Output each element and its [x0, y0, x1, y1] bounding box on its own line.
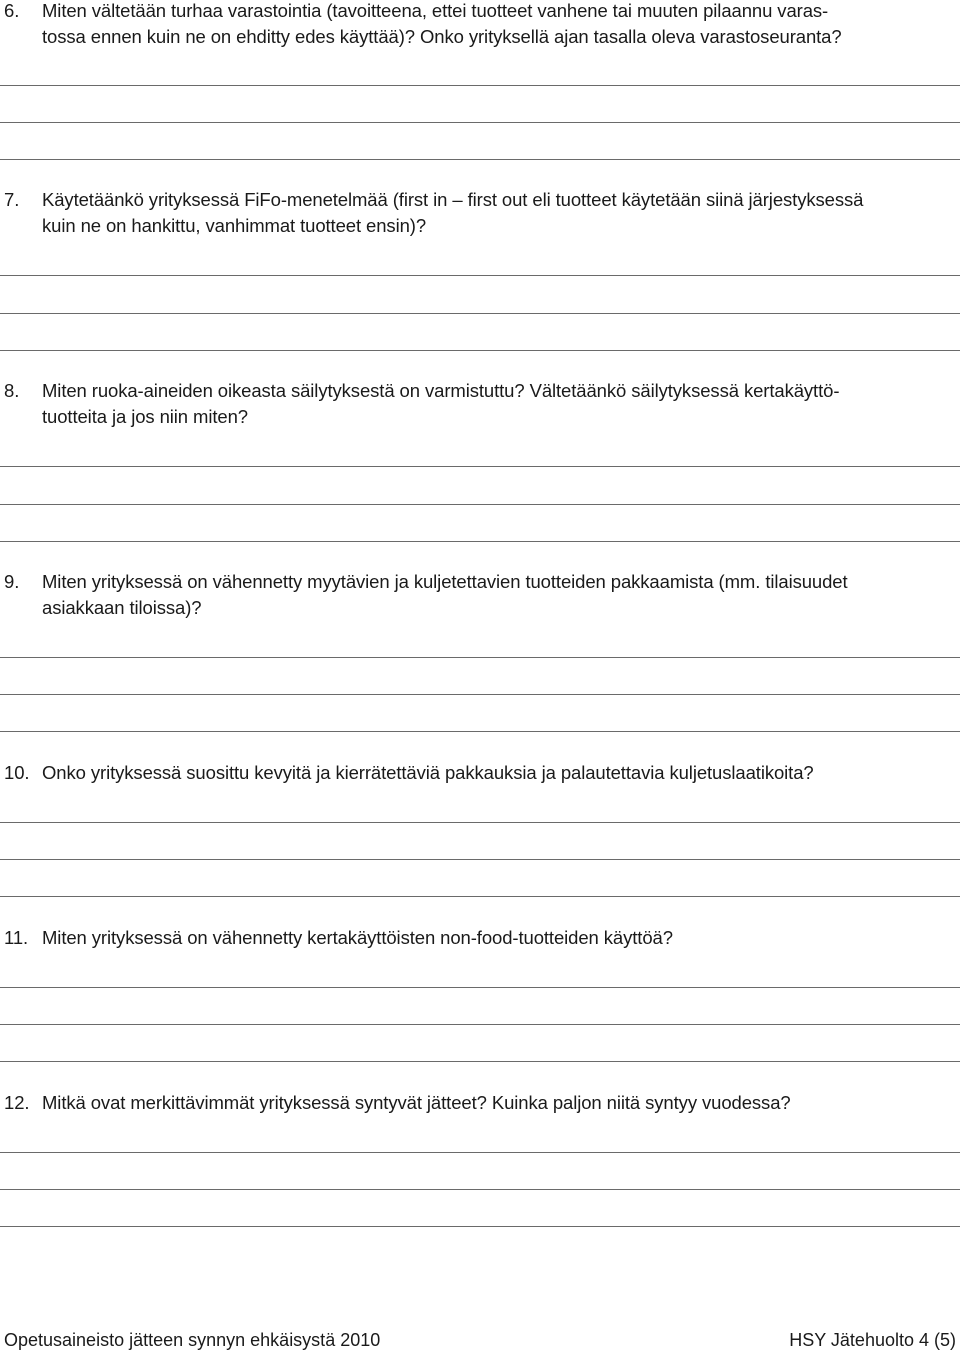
answer-line[interactable] — [0, 694, 960, 695]
answer-line[interactable] — [0, 541, 960, 542]
answer-line[interactable] — [0, 466, 960, 467]
question-text-line: Käytetäänkö yrityksessä FiFo-menetelmää (first in – first out eli tuotteet käytetään siinä järjestyksessä — [42, 189, 864, 210]
answer-line[interactable] — [0, 896, 960, 897]
answer-line[interactable] — [0, 313, 960, 314]
answer-line[interactable] — [0, 159, 960, 160]
question-text — [42, 1090, 960, 1116]
answer-line[interactable] — [0, 657, 960, 658]
answer-line[interactable] — [0, 1152, 960, 1153]
answer-line[interactable] — [0, 122, 960, 123]
answer-line[interactable] — [0, 1189, 960, 1190]
answer-line[interactable] — [0, 822, 960, 823]
question-number: 11. — [4, 927, 29, 948]
footer-page-number: HSY Jätehuolto 4 (5) — [789, 1330, 956, 1350]
question-text-line: tossa ennen kuin ne on ehditty edes käyttää)? Onko yrityksellä ajan tasalla oleva varastoseuranta? — [42, 26, 842, 47]
answer-line[interactable] — [0, 85, 960, 86]
answer-line[interactable] — [0, 1024, 960, 1025]
question-number: 9. — [4, 571, 20, 592]
answer-line[interactable] — [0, 275, 960, 276]
question-text — [42, 760, 960, 786]
footer-source: Opetusaineisto jätteen synnyn ehkäisystä 2010 — [4, 1330, 381, 1350]
answer-line[interactable] — [0, 504, 960, 505]
question-text-line: kuin ne on hankittu, vanhimmat tuotteet ensin)? — [42, 215, 427, 236]
question-text-line: Mitkä ovat merkittävimmät yrityksessä syntyvät jätteet? Kuinka paljon niitä syntyy vuodessa? — [42, 1092, 791, 1113]
question-text — [42, 187, 960, 239]
question-text-line: Onko yrityksessä suosittu kevyitä ja kierrätettäviä pakkauksia ja palautettavia kuljetuslaatikoita? — [42, 762, 814, 783]
question-number: 8. — [4, 380, 20, 401]
question-number: 10. — [4, 762, 30, 783]
answer-line[interactable] — [0, 731, 960, 732]
question-text-line: Miten yrityksessä on vähennetty kertakäyttöisten non-food-tuotteiden käyttöä? — [42, 927, 673, 948]
question-text-line: Miten yrityksessä on vähennetty myytävien ja kuljetettavien tuotteiden pakkaamista (mm. tilaisuudet — [42, 571, 848, 592]
answer-line[interactable] — [0, 859, 960, 860]
answer-line[interactable] — [0, 1061, 960, 1062]
question-text-line: Miten vältetään turhaa varastointia (tavoitteena, ettei tuotteet vanhene tai muuten pilaannu varas- — [42, 0, 829, 21]
question-number: 7. — [4, 189, 20, 210]
question-text — [42, 0, 960, 50]
question-text-line: tuotteita ja jos niin miten? — [42, 406, 248, 427]
question-text — [42, 378, 960, 430]
answer-line[interactable] — [0, 987, 960, 988]
question-text — [42, 569, 960, 621]
answer-line[interactable] — [0, 350, 960, 351]
question-text-line: asiakkaan tiloissa)? — [42, 597, 202, 618]
question-number: 6. — [4, 0, 20, 21]
answer-line[interactable] — [0, 1226, 960, 1227]
question-number: 12. — [4, 1092, 30, 1113]
question-text — [42, 925, 960, 951]
question-text-line: Miten ruoka-aineiden oikeasta säilytyksestä on varmistuttu? Vältetäänkö säilytyksessä kertakäyttö- — [42, 380, 840, 401]
